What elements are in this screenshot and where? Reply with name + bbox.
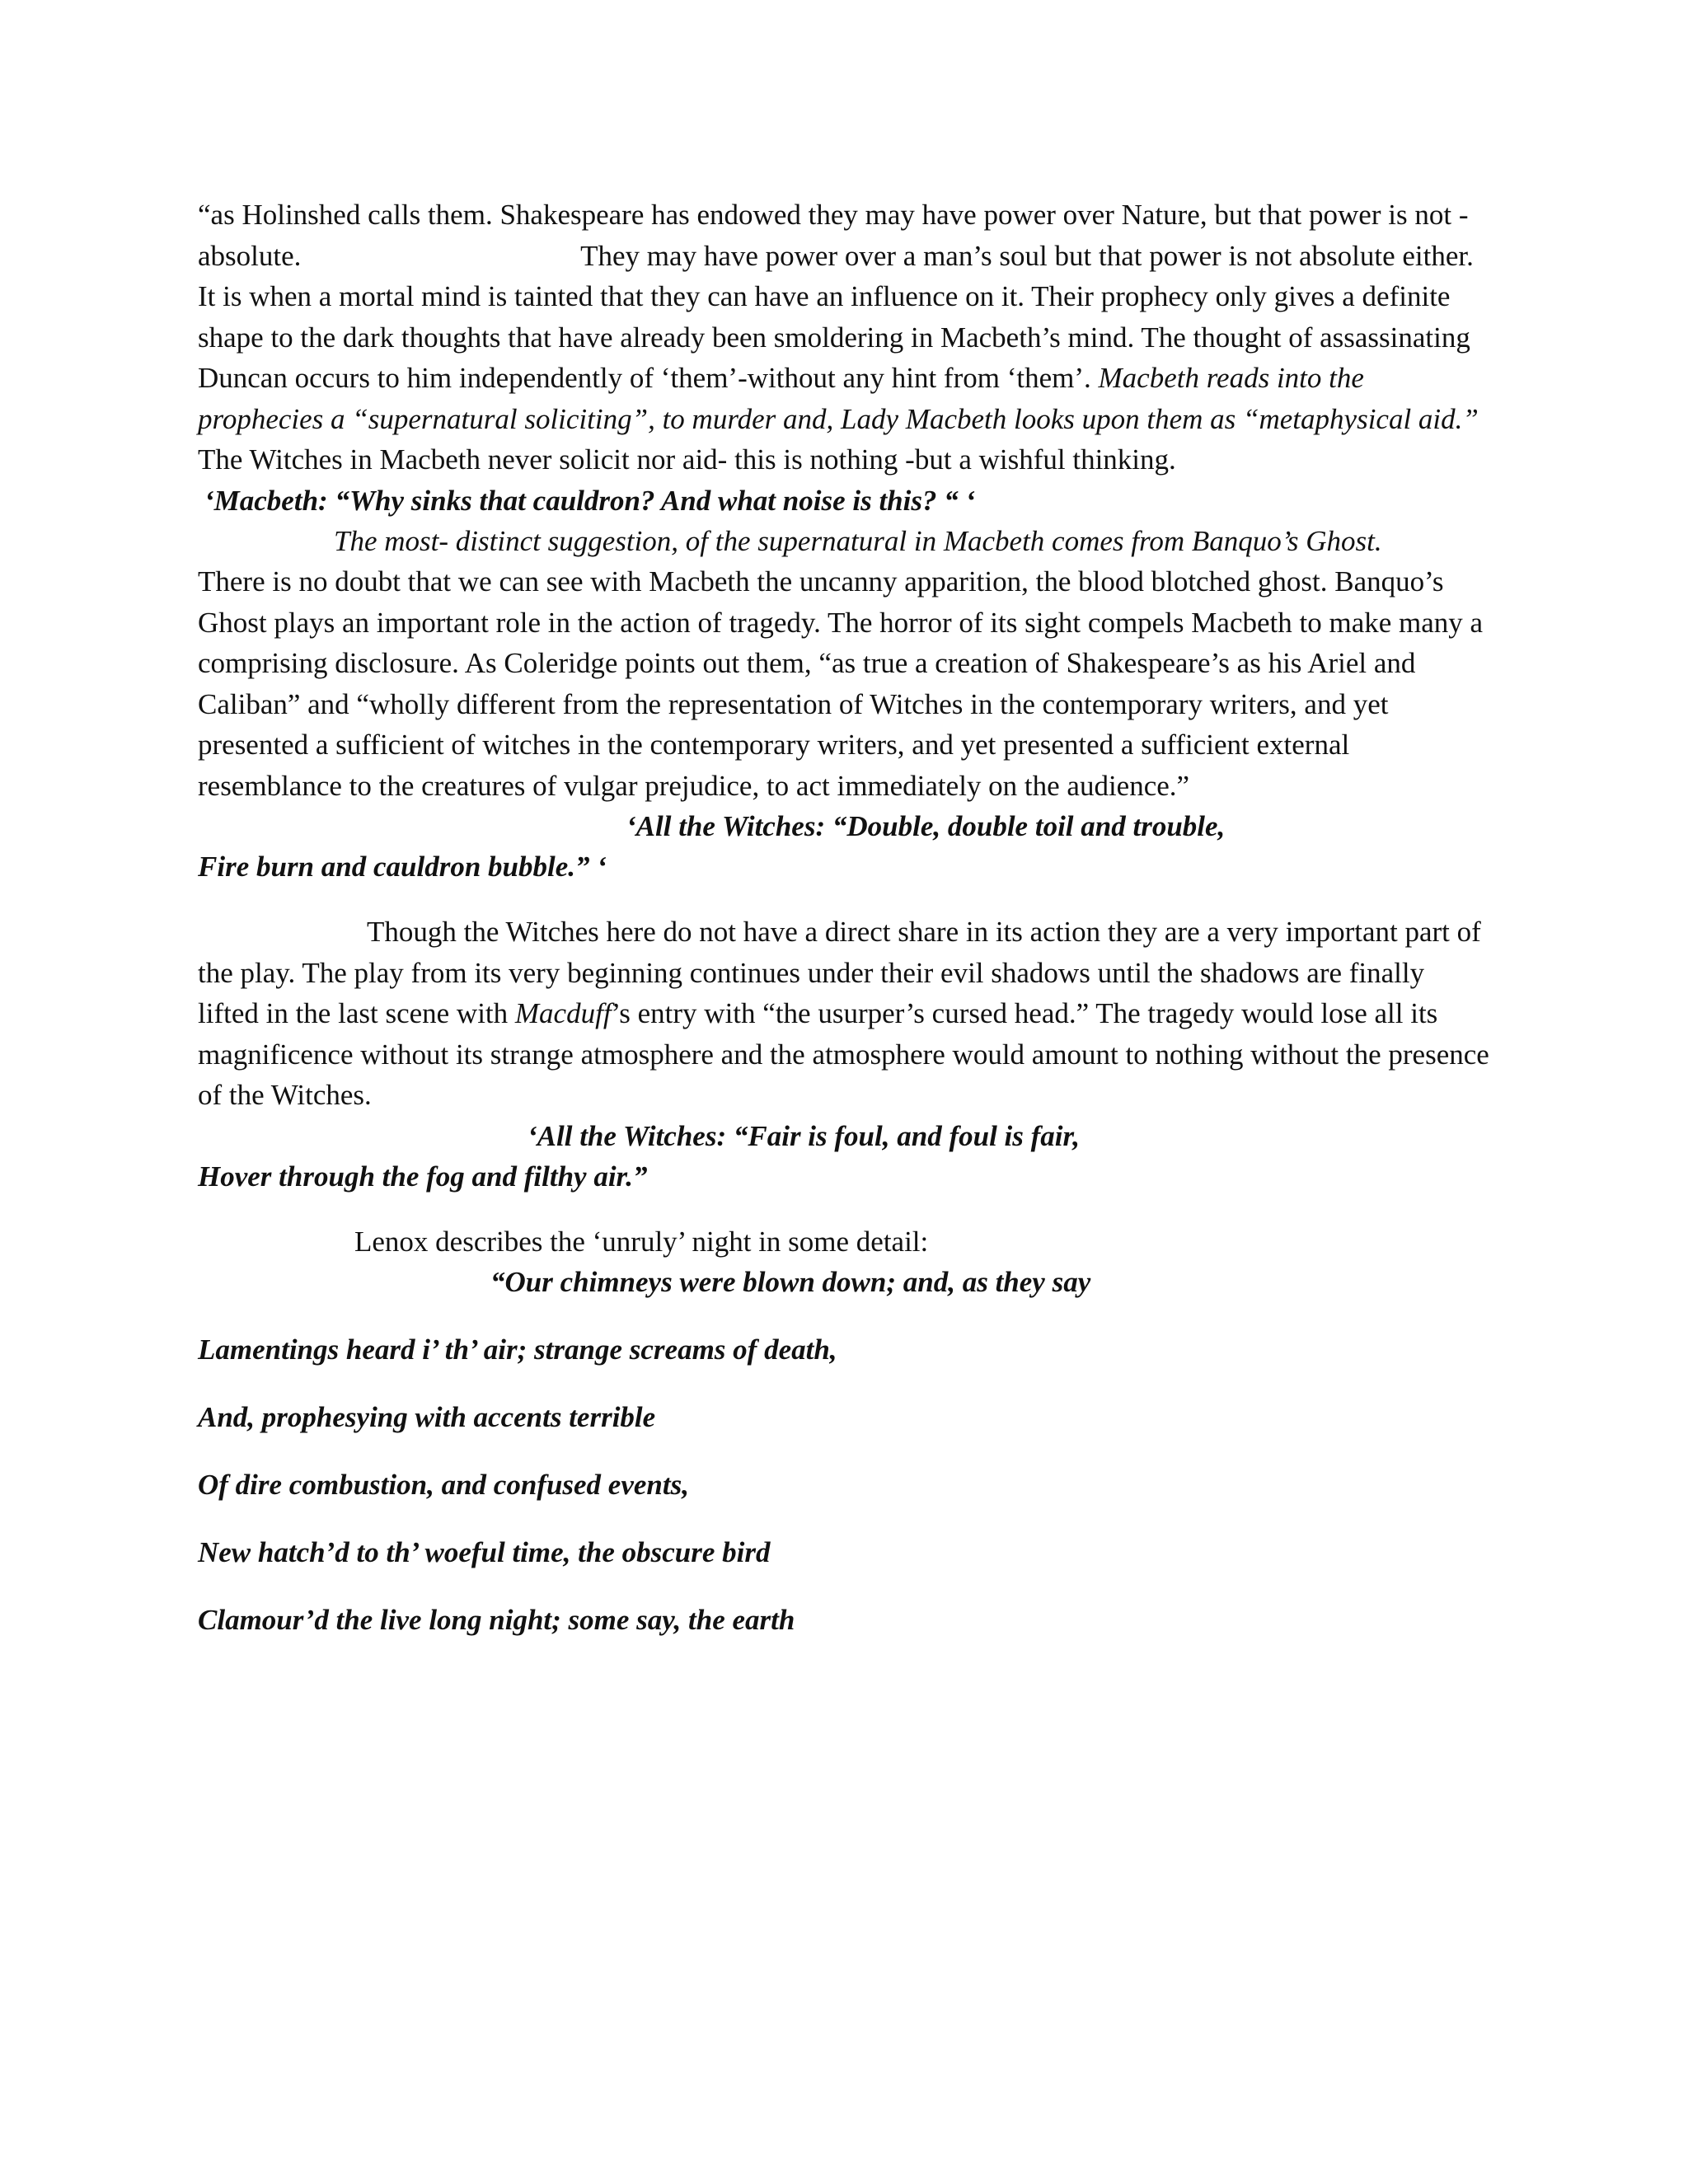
paragraph-ghost-lead: The most- distinct suggestion, of the supernatural in Macbeth comes from Banquo’s Ghost. [334, 524, 1382, 557]
verse-line: Lamentings heard i’ th’ air; strange screams of death, [198, 1333, 837, 1366]
verse-block-lenox [198, 1262, 1492, 1640]
quote-witches-fair-line2: Hover through the fog and filthy air.” [198, 1160, 648, 1193]
paragraph-text: “as Holinshed calls them. Shakespeare has endowed they may have power over Nature, but that power is not -absolute. [198, 199, 1469, 272]
paragraph-banquo-ghost: There is no doubt that we can see with Macbeth the uncanny apparition, the blood blotched ghost. Banquo’s Ghost plays an important role in the action of tragedy. The horror of its sight compels Macbeth to make many a comprising disclosure. As Coleridge points out them, “as true a creation of Shakespeare’s as his Ariel and Caliban” and “wholly different from the representation of Witches in the contemporary writers, and yet presented a sufficient of witches in the contemporary writers, and yet presented a sufficient external resemblance to the creatures of vulgar prejudice, to act immediately on the audience.” [198, 565, 1484, 802]
paragraph-text: ’s entry with “the usurper’s cursed head.” The tragedy would lose all its magnificence without its strange atmosphere and the atmosphere would amount to nothing without the presence of the Witches. [198, 997, 1489, 1111]
paragraph-italic-text: Macduff [514, 997, 612, 1029]
paragraph-italic-text: Macbeth reads into the prophecies a “supernatural soliciting”, to murder and, Lady Macbeth looks upon them as “metaphysical aid.” [198, 362, 1479, 435]
verse-line: New hatch’d to th’ woeful time, the obscure bird [198, 1536, 771, 1568]
verse-line: And, prophesying with accents terrible [198, 1401, 656, 1433]
paragraph-holinshed [198, 194, 1492, 480]
page-body [198, 194, 1492, 1667]
verse-line: Of dire combustion, and confused events, [198, 1469, 689, 1501]
paragraph-text: Though the Witches here do not have a direct share in its action they are a very important part of the play. The play from its very beginning continues under their evil shadows until the shadows are finally lifted in the last scene with [198, 916, 1481, 1029]
quote-witches-fair-line1: ‘All the Witches: “Fair is foul, and foul is fair, [528, 1119, 1080, 1152]
paragraph-text: The Witches in Macbeth never solicit nor aid- this is nothing -but a wishful thinking. [198, 443, 1176, 476]
verse-line: Clamour’d the live long night; some say, the earth [198, 1604, 795, 1636]
paragraph-text: They may have power over a man’s soul but that power is not absolute either. It is when a mortal mind is tainted that they can have an influence on it. Their prophecy only gives a definite shape to the dark thoughts that have already been smoldering in Macbeth’s mind. The thought of assassinating Duncan occurs to him independently of ‘them’-without any hint from ‘them’. [198, 239, 1474, 394]
quote-witches-double-line2: Fire burn and cauldron bubble.” ‘ [198, 851, 607, 883]
paragraph-lenox: Lenox describes the ‘unruly’ night in some detail: [354, 1225, 929, 1258]
quote-macbeth-cauldron: ‘Macbeth: “Why sinks that cauldron? And what noise is this? “ ‘ [204, 484, 976, 517]
paragraph-witches-shadows [198, 912, 1492, 1116]
quote-witches-double-line1: ‘All the Witches: “Double, double toil and trouble, [626, 810, 1226, 842]
verse-line: “Our chimneys were blown down; and, as they say [490, 1266, 1091, 1298]
